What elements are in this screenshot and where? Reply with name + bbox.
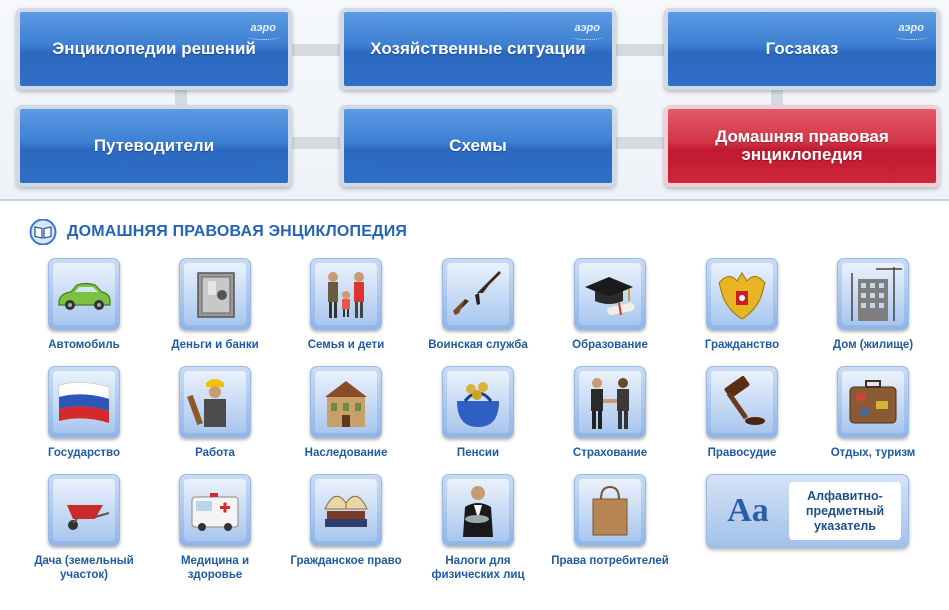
purse-icon — [447, 371, 509, 433]
category-pensions[interactable] — [418, 366, 538, 460]
category-label: Деньги и банки — [171, 339, 259, 351]
tile-frame — [574, 258, 646, 330]
graduation-cap-icon — [579, 263, 641, 325]
gavel-icon — [711, 371, 773, 433]
family-icon — [315, 263, 377, 325]
category-label: Дом (жилище) — [832, 339, 914, 351]
category-dacha-land[interactable] — [24, 474, 144, 582]
building-icon — [842, 263, 904, 325]
category-label: Медицина и здоровье — [180, 555, 250, 581]
aero-logo: аэро — [251, 19, 276, 37]
section-title: ДОМАШНЯЯ ПРАВОВАЯ ЭНЦИКЛОПЕДИЯ — [67, 223, 408, 240]
category-car[interactable] — [24, 258, 144, 352]
category-citizenship[interactable] — [682, 258, 802, 352]
category-label: Права потребителей — [551, 555, 669, 567]
safe-icon — [184, 263, 246, 325]
category-work[interactable] — [155, 366, 275, 460]
waiter-icon — [447, 479, 509, 541]
category-civil-law[interactable] — [286, 474, 406, 568]
nav-button-state-procurement[interactable] — [664, 8, 940, 90]
category-label: Образование — [572, 339, 648, 351]
tile-frame — [48, 474, 120, 546]
category-leisure-tourism[interactable] — [813, 366, 933, 460]
tile-frame — [706, 258, 778, 330]
tile-frame — [310, 366, 382, 438]
nav-button-label: Госзаказ — [765, 39, 839, 58]
category-label: Страхование — [572, 447, 648, 459]
category-label: Работа — [195, 447, 235, 459]
category-justice[interactable] — [682, 366, 802, 460]
connector — [290, 44, 345, 56]
tile-frame — [179, 474, 251, 546]
nav-button-business-situations[interactable] — [340, 8, 616, 90]
category-money-banks[interactable] — [155, 258, 275, 352]
wheelbarrow-icon — [53, 479, 115, 541]
category-label: Семья и дети — [307, 339, 385, 351]
connector — [614, 44, 669, 56]
manor-icon — [315, 371, 377, 433]
tile-frame — [574, 366, 646, 438]
tile-frame — [179, 366, 251, 438]
category-label: Пенсии — [456, 447, 500, 459]
rifle-icon — [447, 263, 509, 325]
shopping-bag-icon — [579, 479, 641, 541]
tile-frame — [310, 258, 382, 330]
aero-logo: аэро — [899, 19, 924, 37]
category-medicine-health[interactable] — [155, 474, 275, 582]
tile-frame — [48, 366, 120, 438]
books-icon — [315, 479, 377, 541]
car-icon — [53, 263, 115, 325]
connector — [614, 137, 669, 149]
nav-button-label: Схемы — [449, 136, 507, 155]
tile-frame — [442, 258, 514, 330]
aero-logo: аэро — [575, 19, 600, 37]
tile-frame — [48, 258, 120, 330]
handshake-icon — [579, 371, 641, 433]
nav-button-label: Домашняя правовая энциклопедия — [715, 127, 889, 164]
category-education[interactable] — [550, 258, 670, 352]
section-header — [28, 219, 407, 245]
category-insurance[interactable] — [550, 366, 670, 460]
category-label: Дача (земельный участок) — [34, 555, 134, 581]
tile-frame — [837, 366, 909, 438]
category-personal-taxes[interactable] — [418, 474, 538, 582]
category-housing[interactable] — [813, 258, 933, 352]
index-letters-icon: Aa — [727, 492, 769, 529]
category-military-service[interactable] — [418, 258, 538, 352]
category-label: Воинская служба — [428, 339, 528, 351]
flag-icon — [53, 371, 115, 433]
tile-frame — [310, 474, 382, 546]
index-label: Алфавитно-предметный указатель — [789, 482, 901, 540]
tile-frame — [837, 258, 909, 330]
top-navigation — [0, 0, 949, 200]
tile-frame — [442, 474, 514, 546]
category-label: Налоги для физических лиц — [431, 555, 525, 581]
book-icon — [28, 219, 58, 245]
nav-button-home-legal-encyclopedia[interactable] — [664, 105, 940, 187]
category-label: Государство — [47, 447, 120, 459]
tile-frame — [179, 258, 251, 330]
nav-button-label: Путеводители — [93, 136, 215, 155]
nav-button-decision-encyclopedias[interactable] — [16, 8, 292, 90]
connector — [290, 137, 345, 149]
worker-icon — [184, 371, 246, 433]
nav-button-guides[interactable] — [16, 105, 292, 187]
category-label: Гражданское право — [290, 555, 402, 567]
category-label: Автомобиль — [48, 339, 120, 351]
suitcase-icon — [842, 371, 904, 433]
tile-frame — [706, 366, 778, 438]
category-label: Гражданство — [704, 339, 780, 351]
divider — [0, 199, 949, 201]
category-consumer-rights[interactable] — [550, 474, 670, 568]
category-family-children[interactable] — [286, 258, 406, 352]
nav-button-label: Энциклопедии решений — [52, 39, 256, 58]
ambulance-icon — [184, 479, 246, 541]
tile-frame — [442, 366, 514, 438]
category-label: Правосудие — [707, 447, 777, 459]
tile-frame — [574, 474, 646, 546]
category-state[interactable] — [24, 366, 144, 460]
coat-of-arms-icon — [711, 263, 773, 325]
category-label: Отдых, туризм — [830, 447, 916, 459]
nav-button-schemes[interactable] — [340, 105, 616, 187]
nav-button-label: Хозяйственные ситуации — [370, 39, 586, 58]
category-inheritance[interactable] — [286, 366, 406, 460]
alphabetical-index-button[interactable] — [706, 474, 909, 548]
category-label: Наследование — [304, 447, 388, 459]
